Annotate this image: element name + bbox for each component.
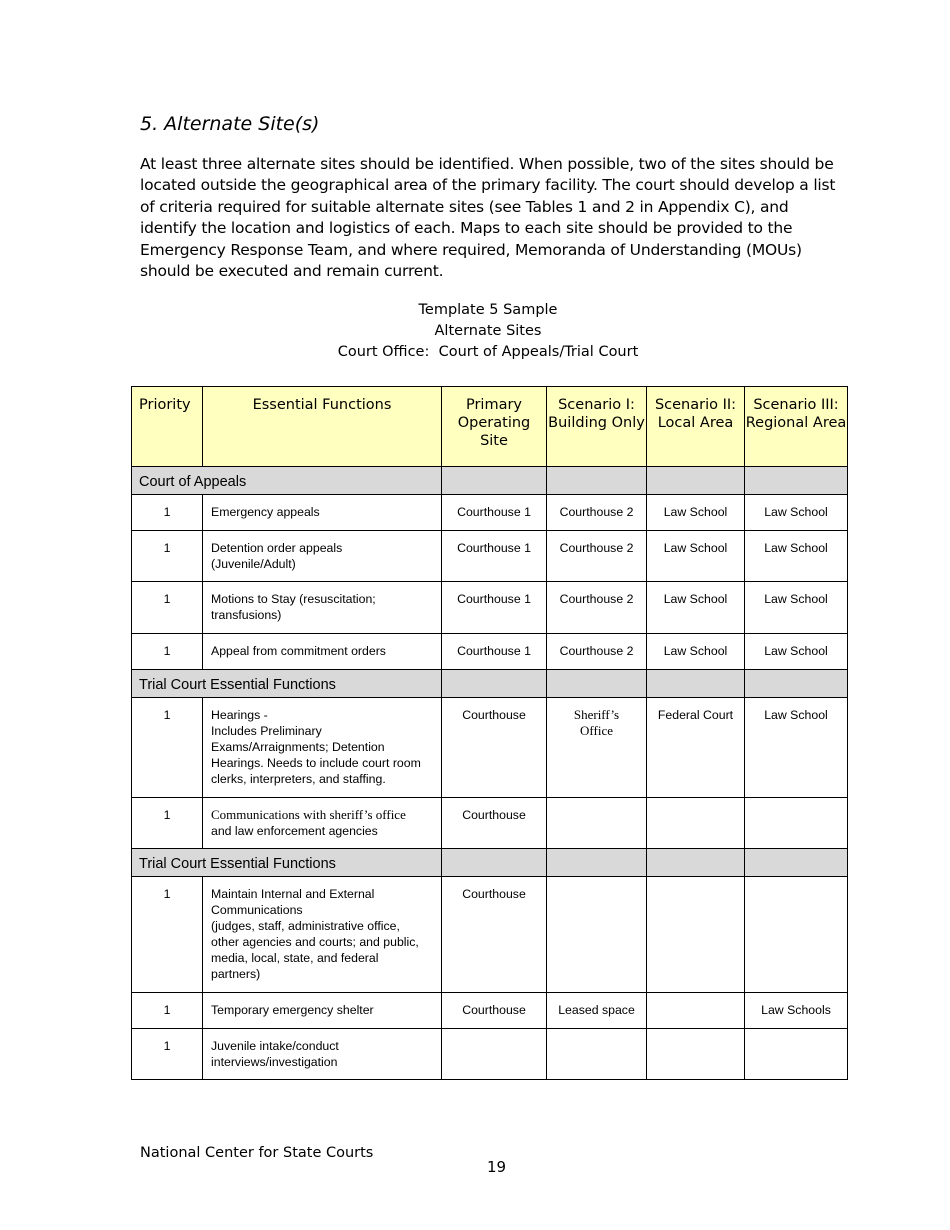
- function-line: Hearings. Needs to include court room: [211, 756, 421, 770]
- table-row: [132, 993, 848, 1029]
- priority-cell: 1: [132, 798, 203, 849]
- header-scenario-2: Scenario II: Local Area: [647, 387, 745, 467]
- function-line: other agencies and courts; and public,: [211, 935, 419, 949]
- primary-site-cell: Courthouse 1: [442, 531, 547, 582]
- scenario-3-cell: [745, 877, 848, 993]
- section-row: [132, 849, 848, 877]
- section-empty-cell: [547, 670, 647, 698]
- function-line: clerks, interpreters, and staffing.: [211, 772, 386, 786]
- section-empty-cell: [442, 849, 547, 877]
- primary-site-cell: Courthouse: [442, 993, 547, 1029]
- table-row: [132, 877, 848, 993]
- scenario-2-cell: Law School: [647, 634, 745, 670]
- function-cell: [203, 1029, 442, 1080]
- header-primary-site: Primary Operating Site: [442, 387, 547, 467]
- scenario-1-cell: [547, 798, 647, 849]
- function-line: Exams/Arraignments; Detention: [211, 740, 385, 754]
- function-line: Emergency appeals: [211, 505, 320, 519]
- scenario-3-cell: Law School: [745, 634, 848, 670]
- scenario-3-cell: [745, 798, 848, 849]
- function-line: transfusions): [211, 608, 282, 622]
- function-cell: [203, 698, 442, 798]
- section-empty-cell: [647, 670, 745, 698]
- caption-line-1: Template 5 Sample: [418, 302, 558, 318]
- section-empty-cell: [442, 467, 547, 495]
- priority-cell: 1: [132, 582, 203, 634]
- scenario-3-cell: Law Schools: [745, 993, 848, 1029]
- function-cell: [203, 798, 442, 849]
- intro-paragraph: At least three alternate sites should be identified. When possible, two of the sites should be located outside the geographical area of the primary facility. The court should develop a list of criteria required for suitable alternate sites (see Tables 1 and 2 in Appendix C), and identify the location and logistics of each. Maps to each site should be provided to the Emergency Response Team, and where required, Memoranda of Understanding (MOUs) should be executed and remain current.: [140, 155, 836, 281]
- scenario-1-cell: Leased space: [547, 993, 647, 1029]
- scenario-3-cell: Law School: [745, 495, 848, 531]
- function-line: interviews/investigation: [211, 1055, 338, 1069]
- table-row: [132, 798, 848, 849]
- section-row: [132, 467, 848, 495]
- table-row: [132, 634, 848, 670]
- priority-cell: 1: [132, 698, 203, 798]
- function-line: (Juvenile/Adult): [211, 557, 296, 571]
- function-line: Temporary emergency shelter: [211, 1003, 374, 1017]
- section-empty-cell: [745, 467, 848, 495]
- function-line: Communications: [211, 903, 303, 917]
- function-line: Detention order appeals: [211, 541, 343, 555]
- caption-line-3: Court Office: Court of Appeals/Trial Court: [337, 344, 639, 360]
- table-caption: [0, 300, 950, 363]
- section-empty-cell: [547, 849, 647, 877]
- header-priority: Priority: [132, 387, 203, 467]
- function-line: (judges, staff, administrative office,: [211, 919, 400, 933]
- header-scenario-3: Scenario III: Regional Area: [745, 387, 848, 467]
- section-row: [132, 670, 848, 698]
- table-row: [132, 698, 848, 798]
- primary-site-cell: Courthouse 1: [442, 582, 547, 634]
- primary-site-cell: [442, 1029, 547, 1080]
- scenario-2-cell: [647, 993, 745, 1029]
- section-empty-cell: [745, 849, 848, 877]
- primary-site-cell: Courthouse: [442, 698, 547, 798]
- scenario-2-cell: Federal Court: [647, 698, 745, 798]
- priority-cell: 1: [132, 495, 203, 531]
- scenario-1-cell: Courthouse 2: [547, 582, 647, 634]
- header-scenario-1: Scenario I: Building Only: [547, 387, 647, 467]
- priority-cell: 1: [132, 1029, 203, 1080]
- scenario-2-cell: [647, 798, 745, 849]
- section-label: Trial Court Essential Functions: [132, 670, 442, 698]
- scenario-3-cell: Law School: [745, 698, 848, 798]
- section-label: Trial Court Essential Functions: [132, 849, 442, 877]
- function-cell: [203, 993, 442, 1029]
- scenario-2-cell: Law School: [647, 582, 745, 634]
- section-empty-cell: [745, 670, 848, 698]
- alternate-sites-table: [131, 386, 848, 1080]
- scenario-1-cell: Courthouse 2: [547, 531, 647, 582]
- function-line: Juvenile intake/conduct: [211, 1039, 339, 1053]
- scenario-1-cell: [547, 877, 647, 993]
- function-line: and law enforcement agencies: [211, 824, 378, 838]
- scenario-2-cell: Law School: [647, 531, 745, 582]
- function-line: partners): [211, 967, 261, 981]
- page-number: 19: [487, 1158, 507, 1176]
- primary-site-cell: Courthouse 1: [442, 495, 547, 531]
- section-empty-cell: [647, 467, 745, 495]
- section-empty-cell: [547, 467, 647, 495]
- priority-cell: 1: [132, 993, 203, 1029]
- function-line: Motions to Stay (resuscitation;: [211, 592, 376, 606]
- primary-site-cell: Courthouse: [442, 877, 547, 993]
- table-header-row: [132, 387, 848, 467]
- scenario-1-cell: Courthouse 2: [547, 495, 647, 531]
- scenario-1-cell: Courthouse 2: [547, 634, 647, 670]
- table-row: [132, 1029, 848, 1080]
- function-cell: [203, 531, 442, 582]
- function-cell: [203, 877, 442, 993]
- function-line: Communications with sheriff’s office: [211, 807, 406, 822]
- priority-cell: 1: [132, 531, 203, 582]
- function-line: Appeal from commitment orders: [211, 644, 386, 658]
- section-heading: 5. Alternate Site(s): [140, 113, 320, 135]
- primary-site-cell: Courthouse: [442, 798, 547, 849]
- function-cell: [203, 634, 442, 670]
- primary-site-cell: Courthouse 1: [442, 634, 547, 670]
- table-row: [132, 531, 848, 582]
- function-cell: [203, 582, 442, 634]
- scenario-3-cell: Law School: [745, 531, 848, 582]
- header-essential-functions: Essential Functions: [203, 387, 442, 467]
- function-line: Includes Preliminary: [211, 724, 322, 738]
- section-empty-cell: [442, 670, 547, 698]
- scenario-3-cell: Law School: [745, 582, 848, 634]
- function-line: Hearings -: [211, 708, 268, 722]
- scenario-3-cell: [745, 1029, 848, 1080]
- section-label: Court of Appeals: [132, 467, 442, 495]
- priority-cell: 1: [132, 877, 203, 993]
- scenario-2-cell: [647, 877, 745, 993]
- priority-cell: 1: [132, 634, 203, 670]
- section-empty-cell: [647, 849, 745, 877]
- footer-organization: National Center for State Courts: [140, 1145, 374, 1161]
- scenario-2-cell: [647, 1029, 745, 1080]
- scenario-1-cell: [547, 1029, 647, 1080]
- scenario-1-cell: Sheriff’s Office: [547, 698, 647, 798]
- caption-line-2: Alternate Sites: [434, 323, 542, 339]
- table-row: [132, 495, 848, 531]
- function-line: media, local, state, and federal: [211, 951, 379, 965]
- function-cell: [203, 495, 442, 531]
- scenario-2-cell: Law School: [647, 495, 745, 531]
- table-row: [132, 582, 848, 634]
- function-line: Maintain Internal and External: [211, 887, 375, 901]
